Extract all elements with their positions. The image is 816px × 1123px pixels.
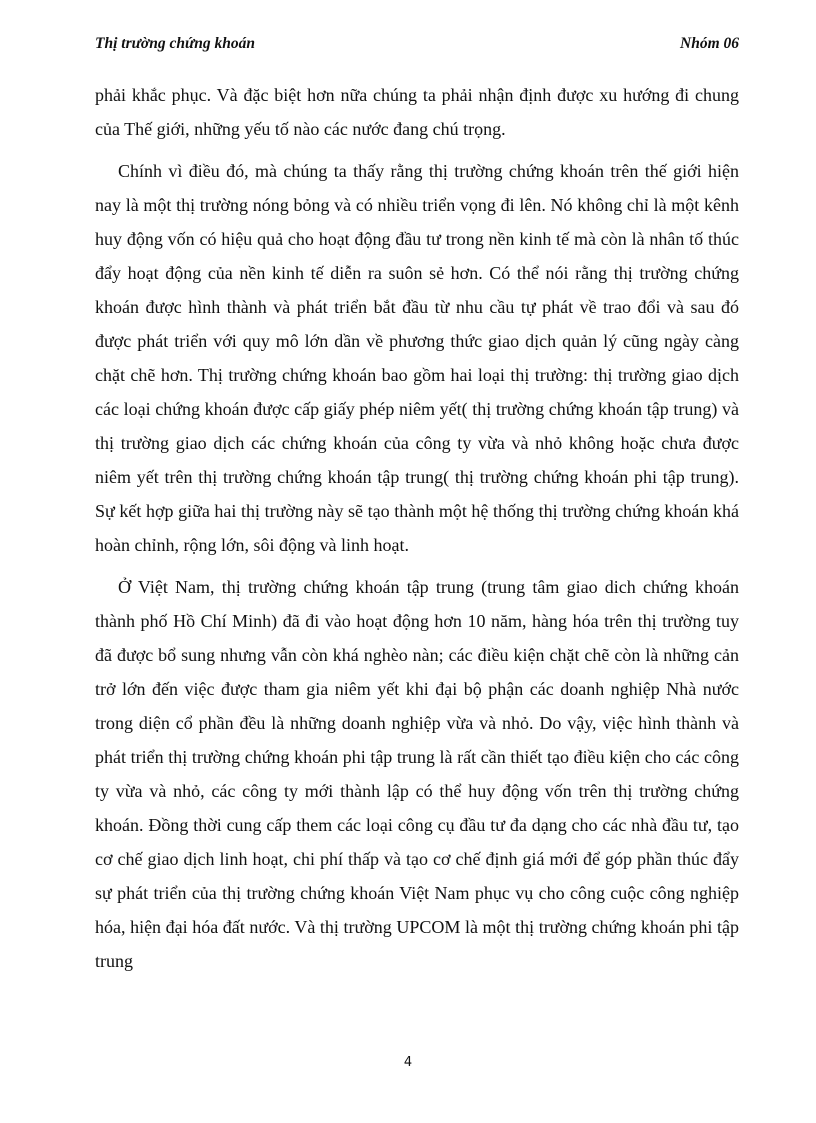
header-title: Thị trường chứng khoán <box>95 35 255 52</box>
paragraph: Ở Việt Nam, thị trường chứng khoán tập trung (trung tâm giao dich chứng khoán thành phố Hồ Chí Minh) đã đi vào hoạt động hơn 10 năm, hàng hóa trên thị trường tuy đã được bổ sung nhưng vẫn còn khá nghèo nàn; các điều kiện chặt chẽ còn là những cản trở lớn đến việc được tham gia niêm yết khi đại bộ phận các doanh nghiệp Nhà nước trong diện cổ phần đều là những doanh nghiệp vừa và nhỏ. Do vậy, việc hình thành và phát triển thị trường chứng khoán phi tập trung là rất cần thiết tạo điều kiện cho các công ty vừa và nhỏ, các công ty mới thành lập có thể huy động vốn trên thị trường chứng khoán. Đồng thời cung cấp them các loại công cụ đầu tư đa dạng cho các nhà đầu tư, tạo cơ chế giao dịch linh hoạt, chi phí thấp và tạo cơ chế định giá mới để góp phần thúc đẩy sự phát triển của thị trường chứng khoán Việt Nam phục vụ cho công cuộc công nghiệp hóa, hiện đại hóa đất nước. Và thị trường UPCOM là một thị trường chứng khoán phi tập trung <box>95 577 739 971</box>
paragraph: Chính vì điều đó, mà chúng ta thấy rằng thị trường chứng khoán trên thế giới hiện nay là một thị trường nóng bỏng và có nhiều triển vọng đi lên. Nó không chỉ là một kênh huy động vốn có hiệu quả cho hoạt động đầu tư trong nền kinh tế mà còn là nhân tố thúc đẩy hoạt động của nền kinh tế diễn ra suôn sẻ hơn. Có thể nói rằng thị trường chứng khoán được hình thành và phát triển bắt đầu từ nhu cầu tự phát về trao đổi và sau đó được phát triển với quy mô lớn dần về phương thức giao dịch quản lý cũng ngày càng chặt chẽ hơn. Thị trường chứng khoán bao gồm hai loại thị trường: thị trường giao dịch các loại chứng khoán được cấp giấy phép niêm yết( thị trường chứng khoán tập trung) và thị trường giao dịch các chứng khoán của công ty vừa và nhỏ không hoặc chưa được niêm yết trên thị trường chứng khoán tập trung( thị trường chứng khoán phi tập trung). Sự kết hợp giữa hai thị trường này sẽ tạo thành một hệ thống thị trường chứng khoán khá hoàn chỉnh, rộng lớn, sôi động và linh hoạt. <box>95 161 739 555</box>
page-number: 4 <box>403 1055 413 1070</box>
header-group: Nhóm 06 <box>680 35 739 52</box>
paragraph-continuation: phải khắc phục. Và đặc biệt hơn nữa chúng ta phải nhận định được xu hướng đi chung của Thế giới, những yếu tố nào các nước đang chú trọng. <box>95 85 739 139</box>
page-header <box>95 35 739 55</box>
document-body <box>95 78 739 986</box>
